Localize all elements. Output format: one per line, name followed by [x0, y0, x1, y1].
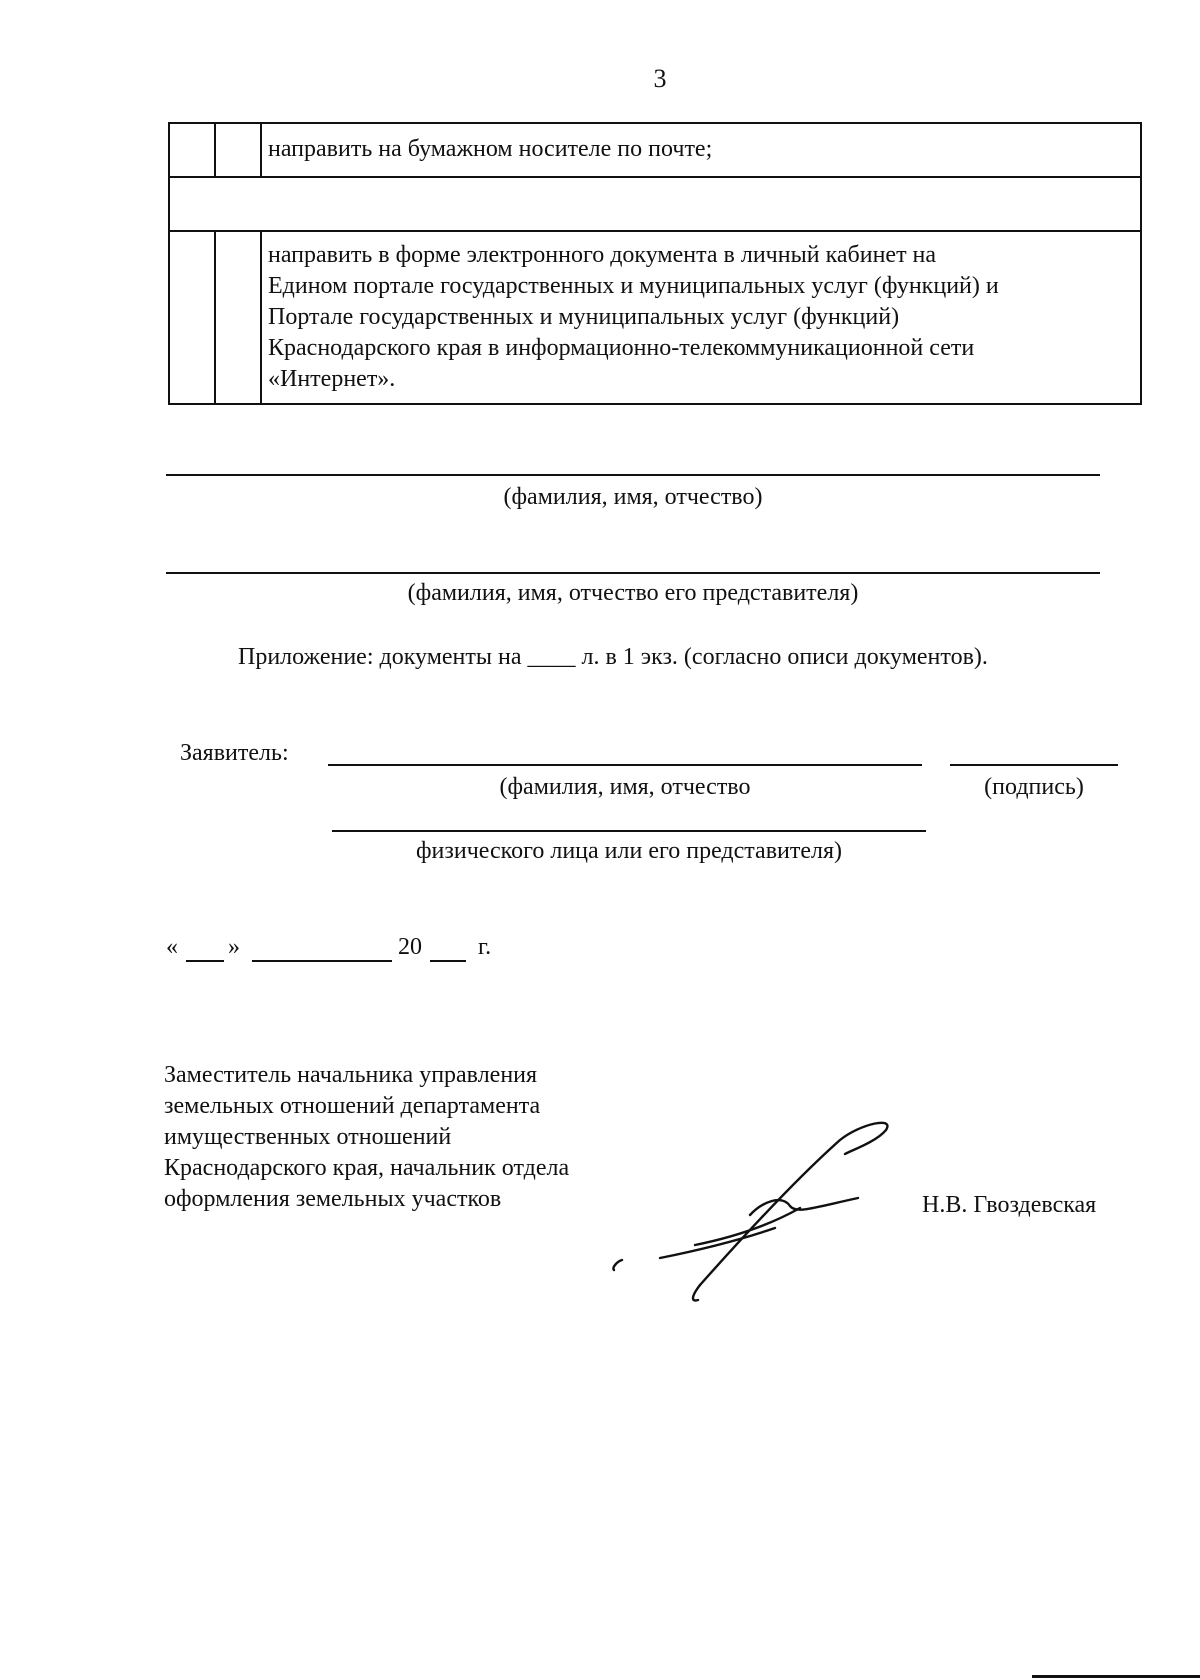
- table-row-spacer: [170, 176, 1140, 230]
- signatory-name: Н.В. Гвоздевская: [922, 1192, 1097, 1218]
- handwritten-signature: [590, 1110, 910, 1310]
- date-month-blank[interactable]: [252, 960, 392, 962]
- date-year-blank[interactable]: [430, 960, 466, 962]
- date-open-quote: «: [166, 934, 178, 960]
- empty-cell: [216, 232, 262, 403]
- representative-caption: (фамилия, имя, отчество его представителя): [407, 580, 859, 606]
- fio-input-line[interactable]: [166, 474, 1100, 476]
- date-year-prefix: 20: [398, 934, 422, 960]
- attachment-line: Приложение: документы на ____ л. в 1 экз. (согласно описи документов).: [238, 644, 988, 670]
- table-row: [170, 124, 1140, 176]
- option-text: направить в форме электронного документа в личный кабинет на Едином портале государственных и муниципальных услуг (функций) и Портале государственных и муниципальных услуг (функций) Краснодарского края в информационно-телекоммуникационной сети «Интернет».: [268, 242, 999, 392]
- date-day-blank[interactable]: [186, 960, 224, 962]
- table-row: [170, 230, 1140, 403]
- delivery-options-table: [168, 122, 1142, 405]
- date-year-suffix: г.: [478, 934, 492, 960]
- signatory-position: Заместитель начальника управления земельных отношений департамента имущественных отношений Краснодарского края, начальник отдела оформления земельных участков: [164, 1062, 570, 1212]
- date-close-quote: »: [228, 934, 240, 960]
- representative-input-line[interactable]: [166, 572, 1100, 574]
- page-number: 3: [653, 64, 667, 93]
- applicant-label: Заявитель:: [180, 740, 289, 766]
- checkbox-cell[interactable]: [170, 232, 216, 403]
- applicant-fio-caption: (фамилия, имя, отчество: [499, 774, 751, 800]
- applicant-fio-line-2[interactable]: [332, 830, 926, 832]
- spacer-cell: [170, 178, 1140, 230]
- signature-caption: (подпись): [984, 774, 1084, 800]
- applicant-fio-caption-cont: физического лица или его представителя): [415, 838, 843, 864]
- fio-caption: (фамилия, имя, отчество): [503, 484, 763, 510]
- empty-cell: [216, 124, 262, 176]
- applicant-signature-line[interactable]: [950, 764, 1118, 766]
- applicant-fio-line[interactable]: [328, 764, 922, 766]
- checkbox-cell[interactable]: [170, 124, 216, 176]
- option-text: направить на бумажном носителе по почте;: [268, 136, 713, 162]
- footer-rule: [1032, 1675, 1200, 1678]
